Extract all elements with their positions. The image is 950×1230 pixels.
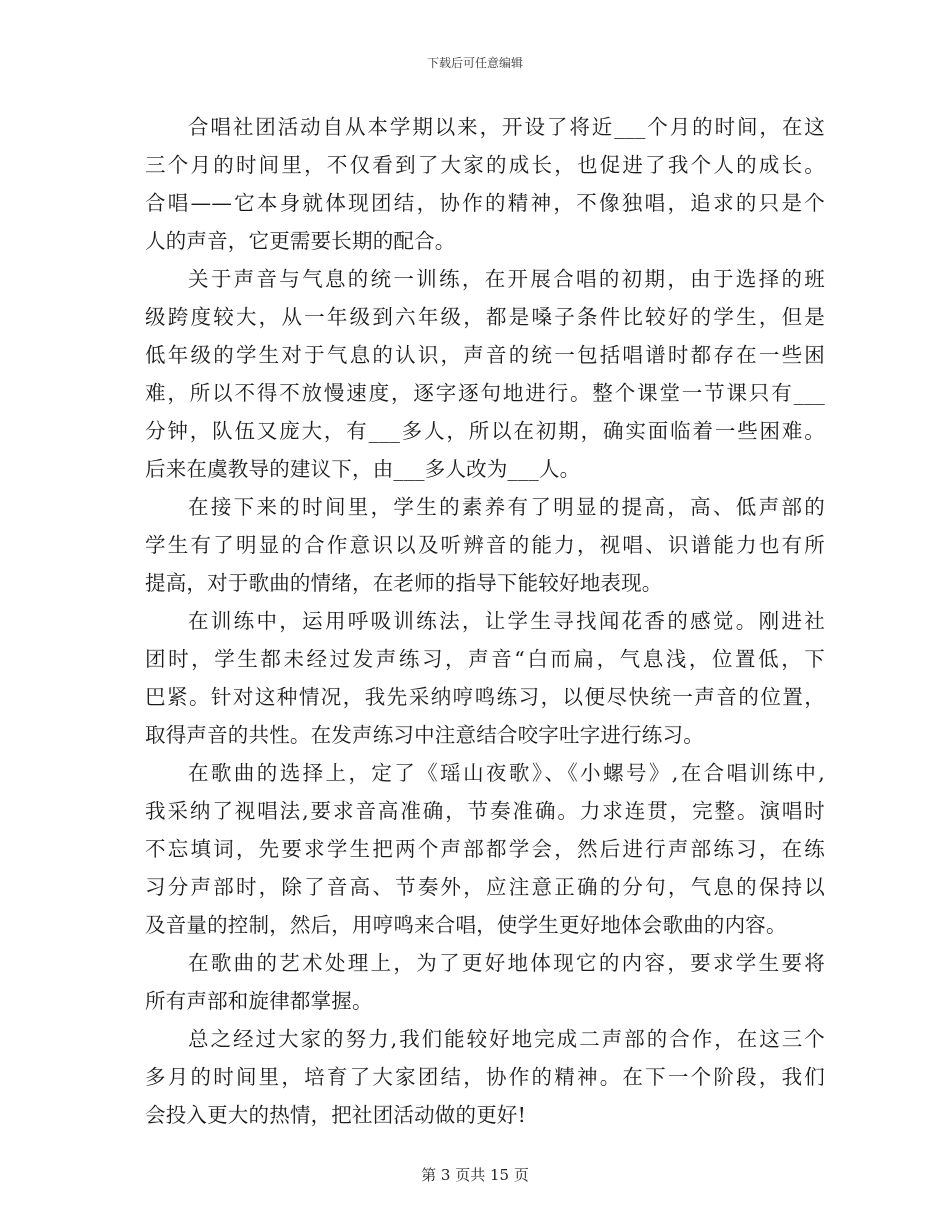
text-line: 在歌曲的艺术处理上，为了更好地体现它的内容，要求学生要将 bbox=[188, 951, 825, 975]
text-line: 关于声音与气息的统一训练，在开展合唱的初期，由于选择的班 bbox=[188, 267, 825, 291]
paragraph bbox=[145, 108, 825, 260]
text-line: 巴紧。针对这种情况，我先采纳哼鸣练习，以便尽快统一声音的位置， bbox=[145, 685, 825, 709]
text-line: 多月的时间里，培育了大家团结，协作的精神。在下一个阶段，我们 bbox=[145, 1065, 825, 1089]
text-line: 合唱社团活动自从本学期以来，开设了将近___个月的时间，在这 bbox=[188, 115, 825, 139]
paragraph bbox=[145, 488, 825, 602]
text-line: 所有声部和旋律都掌握。 bbox=[145, 989, 373, 1013]
text-line: 及音量的控制，然后，用哼鸣来合唱，使学生更好地体会歌曲的内容。 bbox=[145, 913, 787, 937]
text-line: 分钟，队伍又庞大，有___多人，所以在初期，确实面临着一些困难。 bbox=[145, 419, 825, 443]
text-line: 取得声音的共性。在发声练习中注意结合咬字吐字进行练习。 bbox=[145, 723, 704, 747]
paragraph bbox=[145, 602, 825, 754]
text-line: 习分声部时，除了音高、节奏外，应注意正确的分句，气息的保持以 bbox=[145, 875, 825, 899]
paragraph bbox=[145, 754, 825, 944]
text-line: 在接下来的时间里，学生的素养有了明显的提高，高、低声部的 bbox=[188, 495, 825, 519]
text-line: 不忘填词，先要求学生把两个声部都学会，然后进行声部练习，在练 bbox=[145, 837, 825, 861]
paragraph bbox=[145, 944, 825, 1020]
text-line: 后来在虞教导的建议下，由___多人改为___人。 bbox=[145, 457, 581, 481]
page-number-footer: 第 3 页共 15 页 bbox=[421, 1166, 529, 1184]
text-line: 三个月的时间里，不仅看到了大家的成长，也促进了我个人的成长。 bbox=[145, 153, 825, 177]
text-line: 总之经过大家的努力,我们能较好地完成二声部的合作，在这三个 bbox=[188, 1027, 825, 1051]
page-header: 下载后可任意编辑 bbox=[426, 56, 523, 70]
text-line: 难，所以不得不放慢速度，逐字逐句地进行。整个课堂一节课只有___ bbox=[145, 381, 825, 405]
paragraph bbox=[145, 260, 825, 488]
text-line: 人的声音，它更需要长期的配合。 bbox=[145, 229, 456, 253]
text-line: 合唱——它本身就体现团结，协作的精神，不像独唱，追求的只是个 bbox=[145, 191, 825, 215]
document-body bbox=[145, 108, 825, 1134]
text-line: 在歌曲的选择上，定了《瑶山夜歌》、《小螺号》,在合唱训练中, bbox=[188, 761, 825, 785]
text-line: 低年级的学生对于气息的认识，声音的统一包括唱谱时都存在一些困 bbox=[145, 343, 825, 367]
text-line: 学生有了明显的合作意识以及听辨音的能力，视唱、识谱能力也有所 bbox=[145, 533, 825, 557]
text-line: 我采纳了视唱法,要求音高准确，节奏准确。力求连贯，完整。演唱时 bbox=[145, 799, 825, 823]
paragraph bbox=[145, 1020, 825, 1134]
text-line: 团时，学生都未经过发声练习，声音“白而扁，气息浅，位置低，下 bbox=[145, 647, 825, 671]
text-line: 级跨度较大，从一年级到六年级，都是嗓子条件比较好的学生，但是 bbox=[145, 305, 825, 329]
text-line: 提高，对于歌曲的情绪，在老师的指导下能较好地表现。 bbox=[145, 571, 663, 595]
text-line: 在训练中，运用呼吸训练法，让学生寻找闻花香的感觉。刚进社 bbox=[188, 609, 825, 633]
text-line: 会投入更大的热情，把社团活动做的更好! bbox=[145, 1103, 527, 1127]
